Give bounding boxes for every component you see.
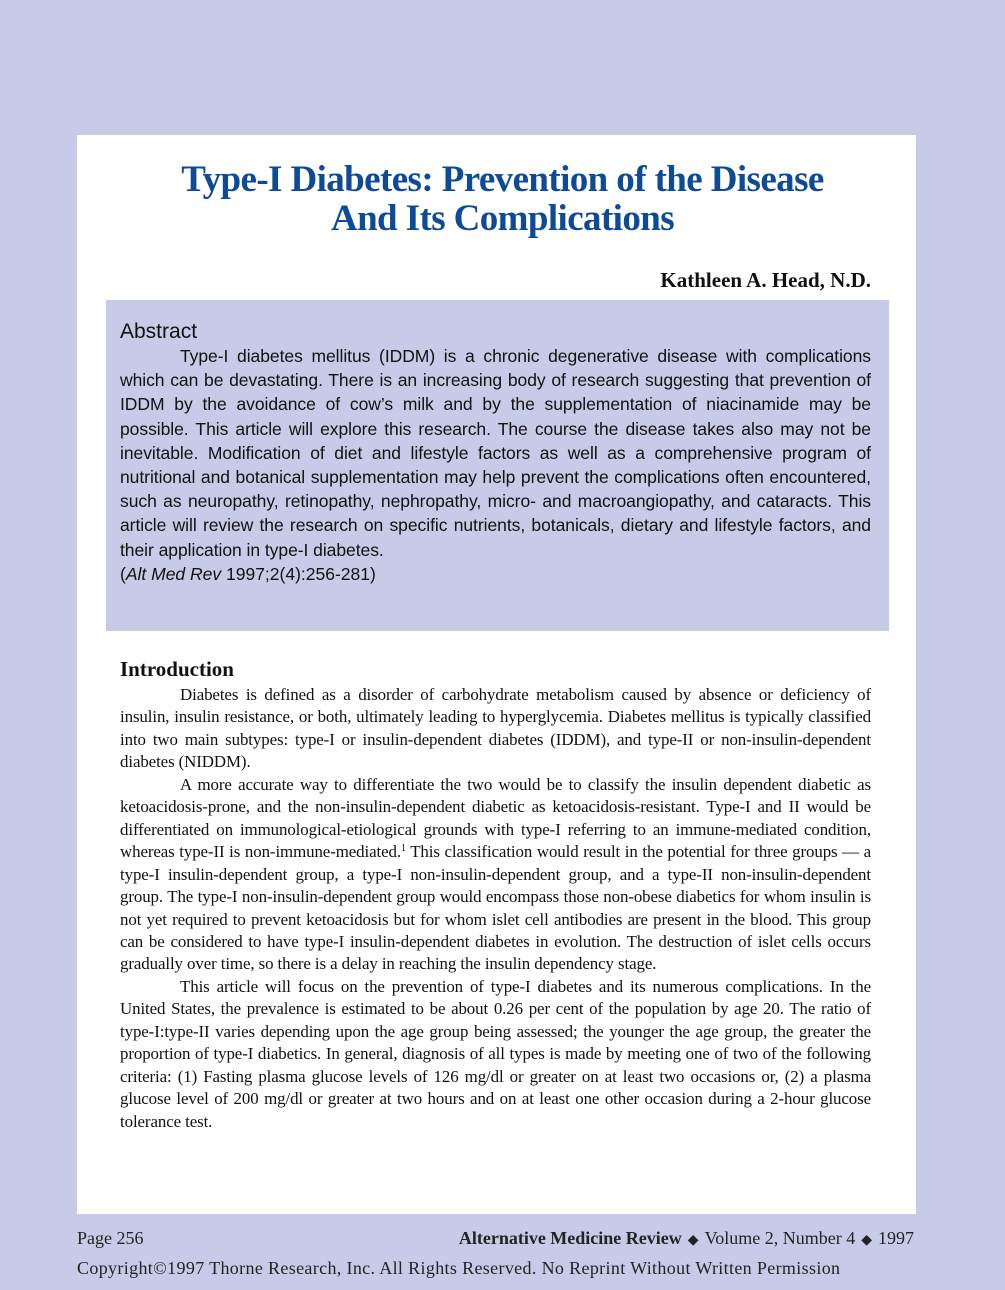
citation-open: ( (120, 563, 126, 584)
journal-name: Alternative Medicine Review (458, 1228, 682, 1248)
intro-paragraph-2a: A more accurate way to differentiate the two would be to classify the insulin dependent diabetic as ketoacidosis-prone, and the non-insulin-dependent diabetic as ketoacidosis-resistant. Type-I and II would be differentiated on immunological-etiological grounds with type-I referring to an immune-mediated condition, whereas type-II is non-immune-mediated. (120, 774, 871, 862)
reference-1-link[interactable]: 1 (400, 843, 406, 855)
intro-paragraph-2 (120, 774, 871, 976)
title-line-2: And Its Complications (330, 198, 675, 239)
article-title (0, 160, 1005, 238)
diamond-icon: ◆ (687, 1232, 699, 1248)
abstract-citation (120, 562, 871, 586)
title-line-1: Type-I Diabetes: Prevention of the Disease (181, 159, 824, 200)
introduction-body (120, 684, 871, 1133)
intro-paragraph-3: This article will focus on the prevention of type-I diabetes and its numerous complications. In the United States, the prevalence is estimated to be about 0.26 per cent of the population by age 20. The ratio of type-I:type-II varies depending upon the age group being assessed; the younger the age group, the greater the proportion of type-I diabetics. In general, diagnosis of all types is made by meeting one of two of the following criteria: (1) Fasting plasma glucose levels of 126 mg/dl or greater on at least two occasions or, (2) a plasma glucose level of 200 mg/dl or greater at two hours and on at least one other occasion during a 2-hour glucose tolerance test. (120, 976, 871, 1131)
intro-paragraph-1: Diabetes is defined as a disorder of carbohydrate metabolism caused by absence or deficiency of insulin, insulin resistance, or both, ultimately leading to hyperglycemia. Diabetes mellitus is typically classified into two main subtypes: type-I or insulin-dependent diabetes (IDDM), and type-II or non-insulin-dependent diabetes (NIDDM). (120, 685, 871, 772)
introduction-heading: Introduction (120, 657, 234, 681)
citation-details: 1997;2(4):256-281) (221, 563, 376, 584)
volume-info: Volume 2, Number 4 (704, 1228, 856, 1248)
citation-journal: Alt Med Rev (125, 563, 222, 584)
author-name: Kathleen A. Head, N.D. (660, 268, 871, 292)
copyright-notice: Copyright©1997 Thorne Research, Inc. All Rights Reserved. No Reprint Without Written Permission (77, 1258, 841, 1278)
journal-footer (459, 1228, 914, 1249)
page-number: Page 256 (77, 1228, 144, 1248)
abstract-body: Type-I diabetes mellitus (IDDM) is a chronic degenerative disease with complications which can be devastating. There is an increasing body of research suggesting that prevention of IDDM by the avoidance of cow’s milk and by the supplementation of niacinamide may be possible. This article will explore this research. The course the disease takes also may not be inevitable. Modification of diet and lifestyle factors as well as a comprehensive program of nutritional and botanical supplementation may help prevent the complications often encountered, such as neuropathy, retinopathy, nephropathy, micro- and macroangiopathy, and cataracts. This article will review the research on specific nutrients, botanicals, dietary and lifestyle factors, and their application in type-I diabetes. (120, 346, 871, 560)
abstract-box (106, 300, 889, 631)
abstract-heading: Abstract (120, 320, 198, 343)
publication-year: 1997 (878, 1228, 914, 1248)
intro-paragraph-2b: This classification would result in the potential for three groups — a type-I insulin-dependent group, a type-I non-insulin-dependent group, and a type-II non-insulin-dependent group. The type-I non-insulin-dependent group would encompass those non-obese diabetics for whom insulin is not yet required to prevent ketoacidosis but for whom islet cell antibodies are present in the blood. This group can be considered to have type-I insulin-dependent diabetes in evolution. The destruction of islet cells occurs gradually over time, so there is a delay in reaching the insulin dependency stage. (120, 842, 872, 974)
diamond-icon: ◆ (861, 1232, 872, 1248)
